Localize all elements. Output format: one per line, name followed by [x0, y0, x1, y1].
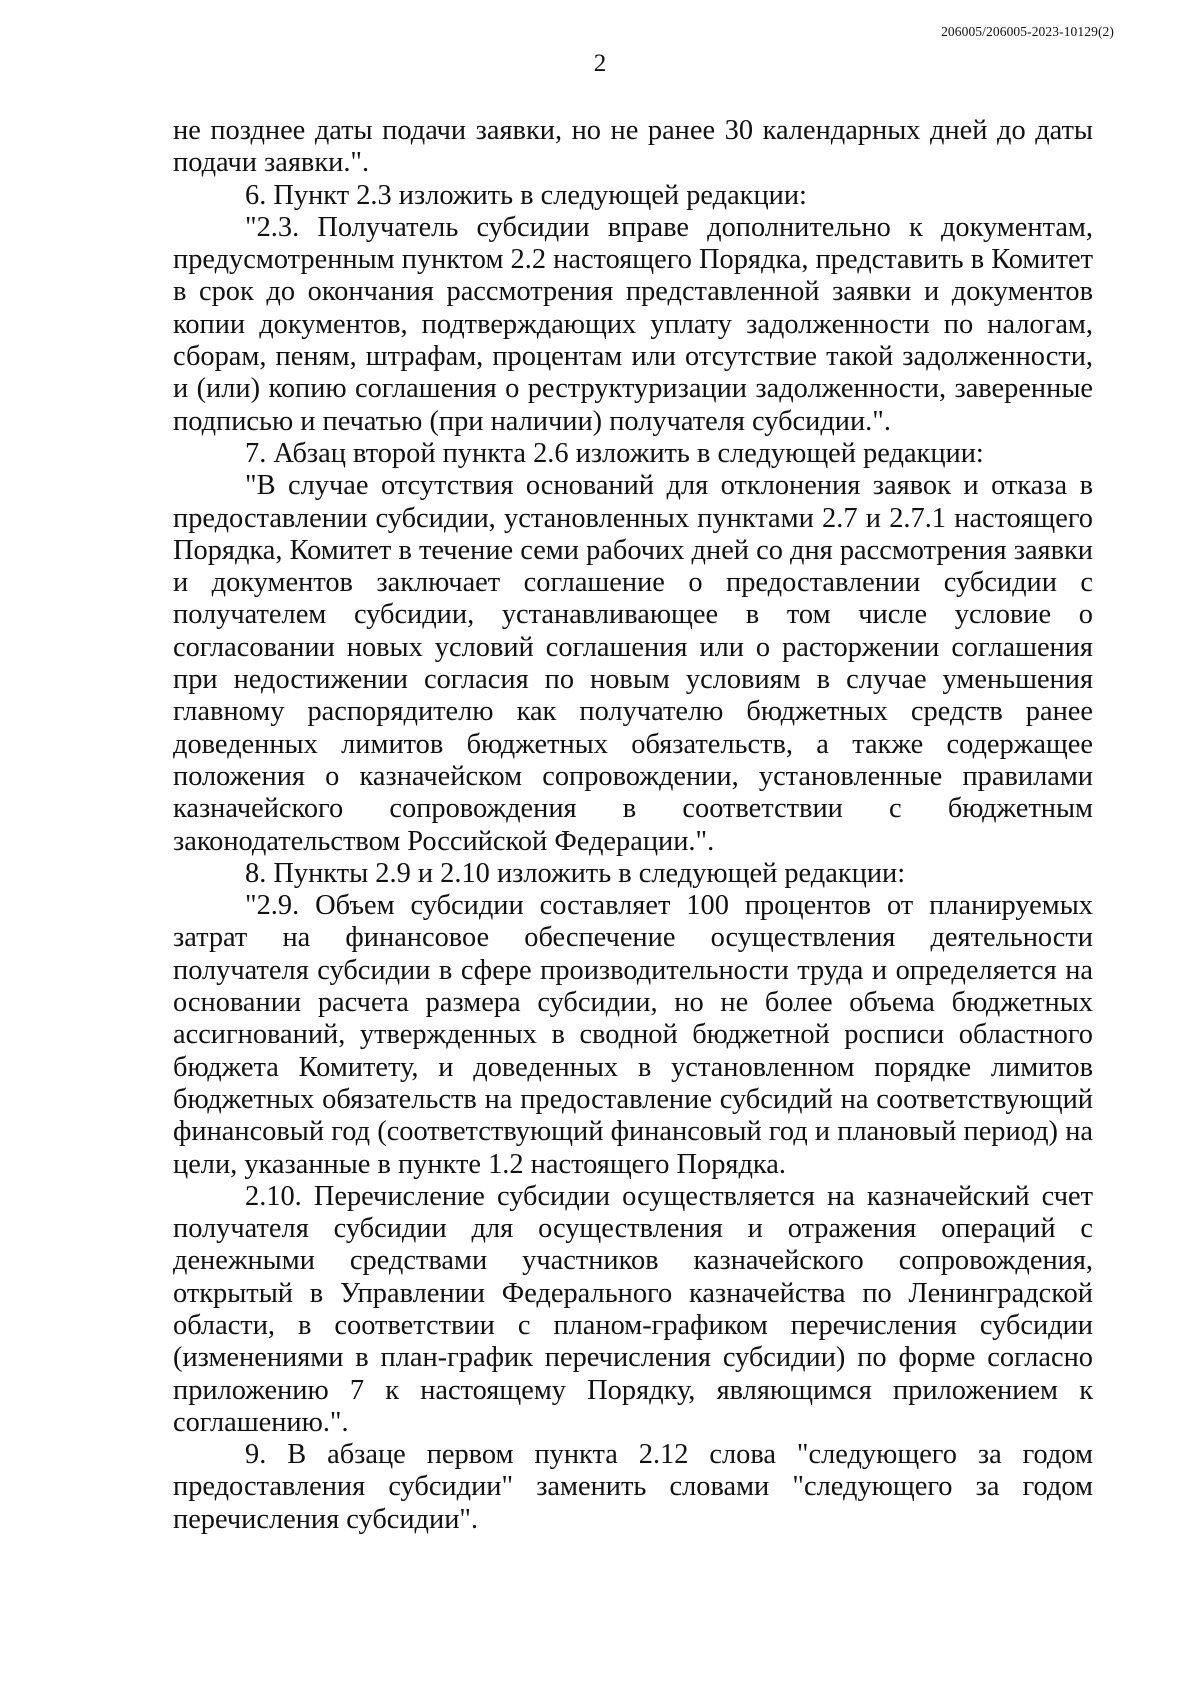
paragraph-clause-2-10: 2.10. Перечисление субсидии осуществляется на казначейский счет получателя субсидии для осуществления и отражения операций с денежными средствами участников казначейского сопровождения, открытый в Управлении Федерального казначейства по Ленинградской области, в соответствии с планом-графиком перечисления субсидии (изменениями в план-график перечисления субсидии) по форме согласно приложению 7 к настоящему Порядку, являющимся приложением к соглашению.". [173, 1180, 1093, 1438]
paragraph-item-8: 8. Пункты 2.9 и 2.10 изложить в следующей редакции: [245, 857, 906, 889]
paragraph-clause-2-9: "2.9. Объем субсидии составляет 100 процентов от планируемых затрат на финансовое обеспечение осуществления деятельности получателя субсидии в сфере производительности труда и определяется на основании расчета размера субсидии, но не более объема бюджетных ассигнований, утвержденных в сводной бюджетной росписи областного бюджета Комитету, и доведенных в установленном порядке лимитов бюджетных обязательств на предоставление субсидий на соответствующий финансовый год (соответствующий финансовый год и плановый период) на цели, указанные в пункте 1.2 настоящего Порядка. [173, 890, 1093, 1180]
paragraph-item-7: 7. Абзац второй пункта 2.6 изложить в следующей редакции: [245, 437, 984, 469]
paragraph-clause-2-6: "В случае отсутствия оснований для отклонения заявок и отказа в предоставлении субсидии, установленных пунктами 2.7 и 2.7.1 настоящего Порядка, Комитет в течение семи рабочих дней со дня рассмотрения заявки и документов заключает соглашение о предоставлении субсидии с получателем субсидии, устанавливающее в том числе условие о согласовании новых условий соглашения или о расторжении соглашения при недостижении согласия по новым условиям в случае уменьшения главному распорядителю как получателю бюджетных средств ранее доведенных лимитов бюджетных обязательств, а также содержащее положения о казначейском сопровождении, установленные правилами казначейского сопровождения в соответствии с бюджетным законодательством Российской Федерации.". [173, 470, 1093, 857]
paragraph-item-9: 9. В абзаце первом пункта 2.12 слова "следующего за годом предоставления субсидии" заменить словами "следующего за годом перечисления субсидии". [173, 1439, 1093, 1535]
paragraph-continuation: не позднее даты подачи заявки, но не ранее 30 календарных дней до даты подачи заявки.". [173, 115, 1093, 179]
page-number: 2 [593, 50, 607, 77]
document-registration-number: 206005/206005-2023-10129(2) [941, 24, 1114, 39]
paragraph-clause-2-3: "2.3. Получатель субсидии вправе дополнительно к документам, предусмотренным пунктом 2.2 настоящего Порядка, представить в Комитет в срок до окончания рассмотрения представленной заявки и документов копии документов, подтверждающих уплату задолженности по налогам, сборам, пеням, штрафам, процентам или отсутствие такой задолженности, и (или) копию соглашения о реструктуризации задолженности, заверенные подписью и печатью (при наличии) получателя субсидии.". [173, 211, 1093, 437]
paragraph-item-6: 6. Пункт 2.3 изложить в следующей редакции: [245, 179, 807, 211]
document-body [173, 115, 1093, 1536]
